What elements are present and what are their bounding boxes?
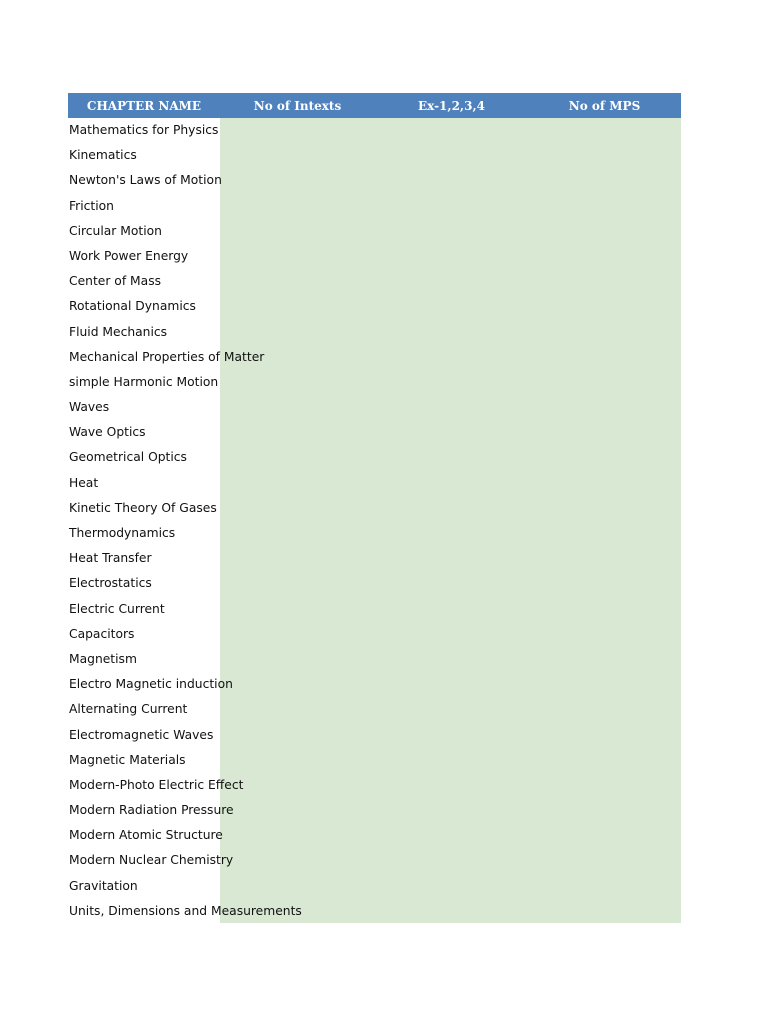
table-row[interactable] [68,672,681,697]
header-no-of-intexts[interactable]: No of Intexts [253,98,342,113]
chapter-name-cell[interactable]: Magnetic Materials [69,752,186,767]
table-header-row [68,93,681,118]
table-row[interactable] [68,848,681,873]
chapter-name-cell[interactable]: Kinetic Theory Of Gases [69,500,217,515]
table-row[interactable] [68,194,681,219]
table-row[interactable] [68,269,681,294]
chapter-name-cell[interactable]: Waves [69,400,110,415]
table-row[interactable] [68,571,681,596]
table-row[interactable] [68,143,681,168]
table-row[interactable] [68,546,681,571]
table-row[interactable] [68,521,681,546]
chapter-name-cell[interactable]: Fluid Mechanics [69,324,168,339]
chapter-name-cell[interactable]: Friction [69,198,114,213]
table-row[interactable] [68,748,681,773]
chapter-name-cell[interactable]: Newton's Laws of Motion [69,173,222,188]
chapter-name-cell[interactable]: Wave Optics [69,425,146,440]
chapter-name-cell[interactable]: Work Power Energy [69,248,189,263]
table-row[interactable] [68,899,681,924]
chapter-name-cell[interactable]: Electric Current [69,601,165,616]
table-row[interactable] [68,445,681,470]
chapter-name-cell[interactable]: Mathematics for Physics [69,123,219,137]
chapter-name-cell[interactable]: Thermodynamics [69,526,176,540]
chapter-name-cell[interactable]: simple Harmonic Motion [69,374,219,389]
chapter-name-cell[interactable]: Electro Magnetic induction [69,677,233,692]
table-row[interactable] [68,697,681,722]
chapter-name-cell[interactable]: Capacitors [69,626,135,641]
table-row[interactable] [68,118,681,143]
table-row[interactable] [68,823,681,848]
chapter-name-cell[interactable]: Units, Dimensions and Measurements [69,903,302,918]
header-no-of-mps[interactable]: No of MPS [568,98,641,113]
chapter-name-cell[interactable]: Modern Nuclear Chemistry [69,853,234,868]
chapter-name-cell[interactable]: Alternating Current [69,702,188,717]
table-row[interactable] [68,370,681,395]
table-row[interactable] [68,471,681,496]
chapter-name-cell[interactable]: Geometrical Optics [69,450,187,465]
chapter-name-cell[interactable]: Heat [69,475,99,490]
table-row[interactable] [68,874,681,899]
table-row[interactable] [68,773,681,798]
chapter-name-cell[interactable]: Electrostatics [69,576,152,591]
chapter-name-cell[interactable]: Modern Radiation Pressure [69,803,234,818]
table-row[interactable] [68,420,681,445]
table-row[interactable] [68,168,681,193]
chapter-name-cell[interactable]: Rotational Dynamics [69,299,196,314]
table-row[interactable] [68,244,681,269]
chapter-name-cell[interactable]: Electromagnetic Waves [69,727,214,742]
chapter-name-cell[interactable]: Magnetism [69,651,137,666]
table-row[interactable] [68,320,681,345]
table-row[interactable] [68,395,681,420]
chapter-name-cell[interactable]: Center of Mass [69,274,162,289]
table-row[interactable] [68,647,681,672]
table-body [68,118,681,924]
table-row[interactable] [68,622,681,647]
chapter-name-cell[interactable]: Heat Transfer [69,551,152,566]
table-row[interactable] [68,496,681,521]
chapter-name-cell[interactable]: Mechanical Properties of Matter [69,349,265,364]
table-row[interactable] [68,345,681,370]
chapter-name-cell[interactable]: Kinematics [69,148,137,163]
header-chapter-name[interactable]: CHAPTER NAME [86,98,202,113]
table-row[interactable] [68,723,681,748]
table-row[interactable] [68,798,681,823]
table-row[interactable] [68,294,681,319]
table-row[interactable] [68,597,681,622]
chapter-name-cell[interactable]: Gravitation [69,878,138,893]
chapter-name-cell[interactable]: Circular Motion [69,223,162,238]
table-row[interactable] [68,219,681,244]
chapter-name-cell[interactable]: Modern Atomic Structure [69,828,223,843]
chapter-table [68,93,681,924]
header-ex-1234[interactable]: Ex-1,2,3,4 [417,98,485,113]
chapter-name-cell[interactable]: Modern-Photo Electric Effect [69,777,244,792]
